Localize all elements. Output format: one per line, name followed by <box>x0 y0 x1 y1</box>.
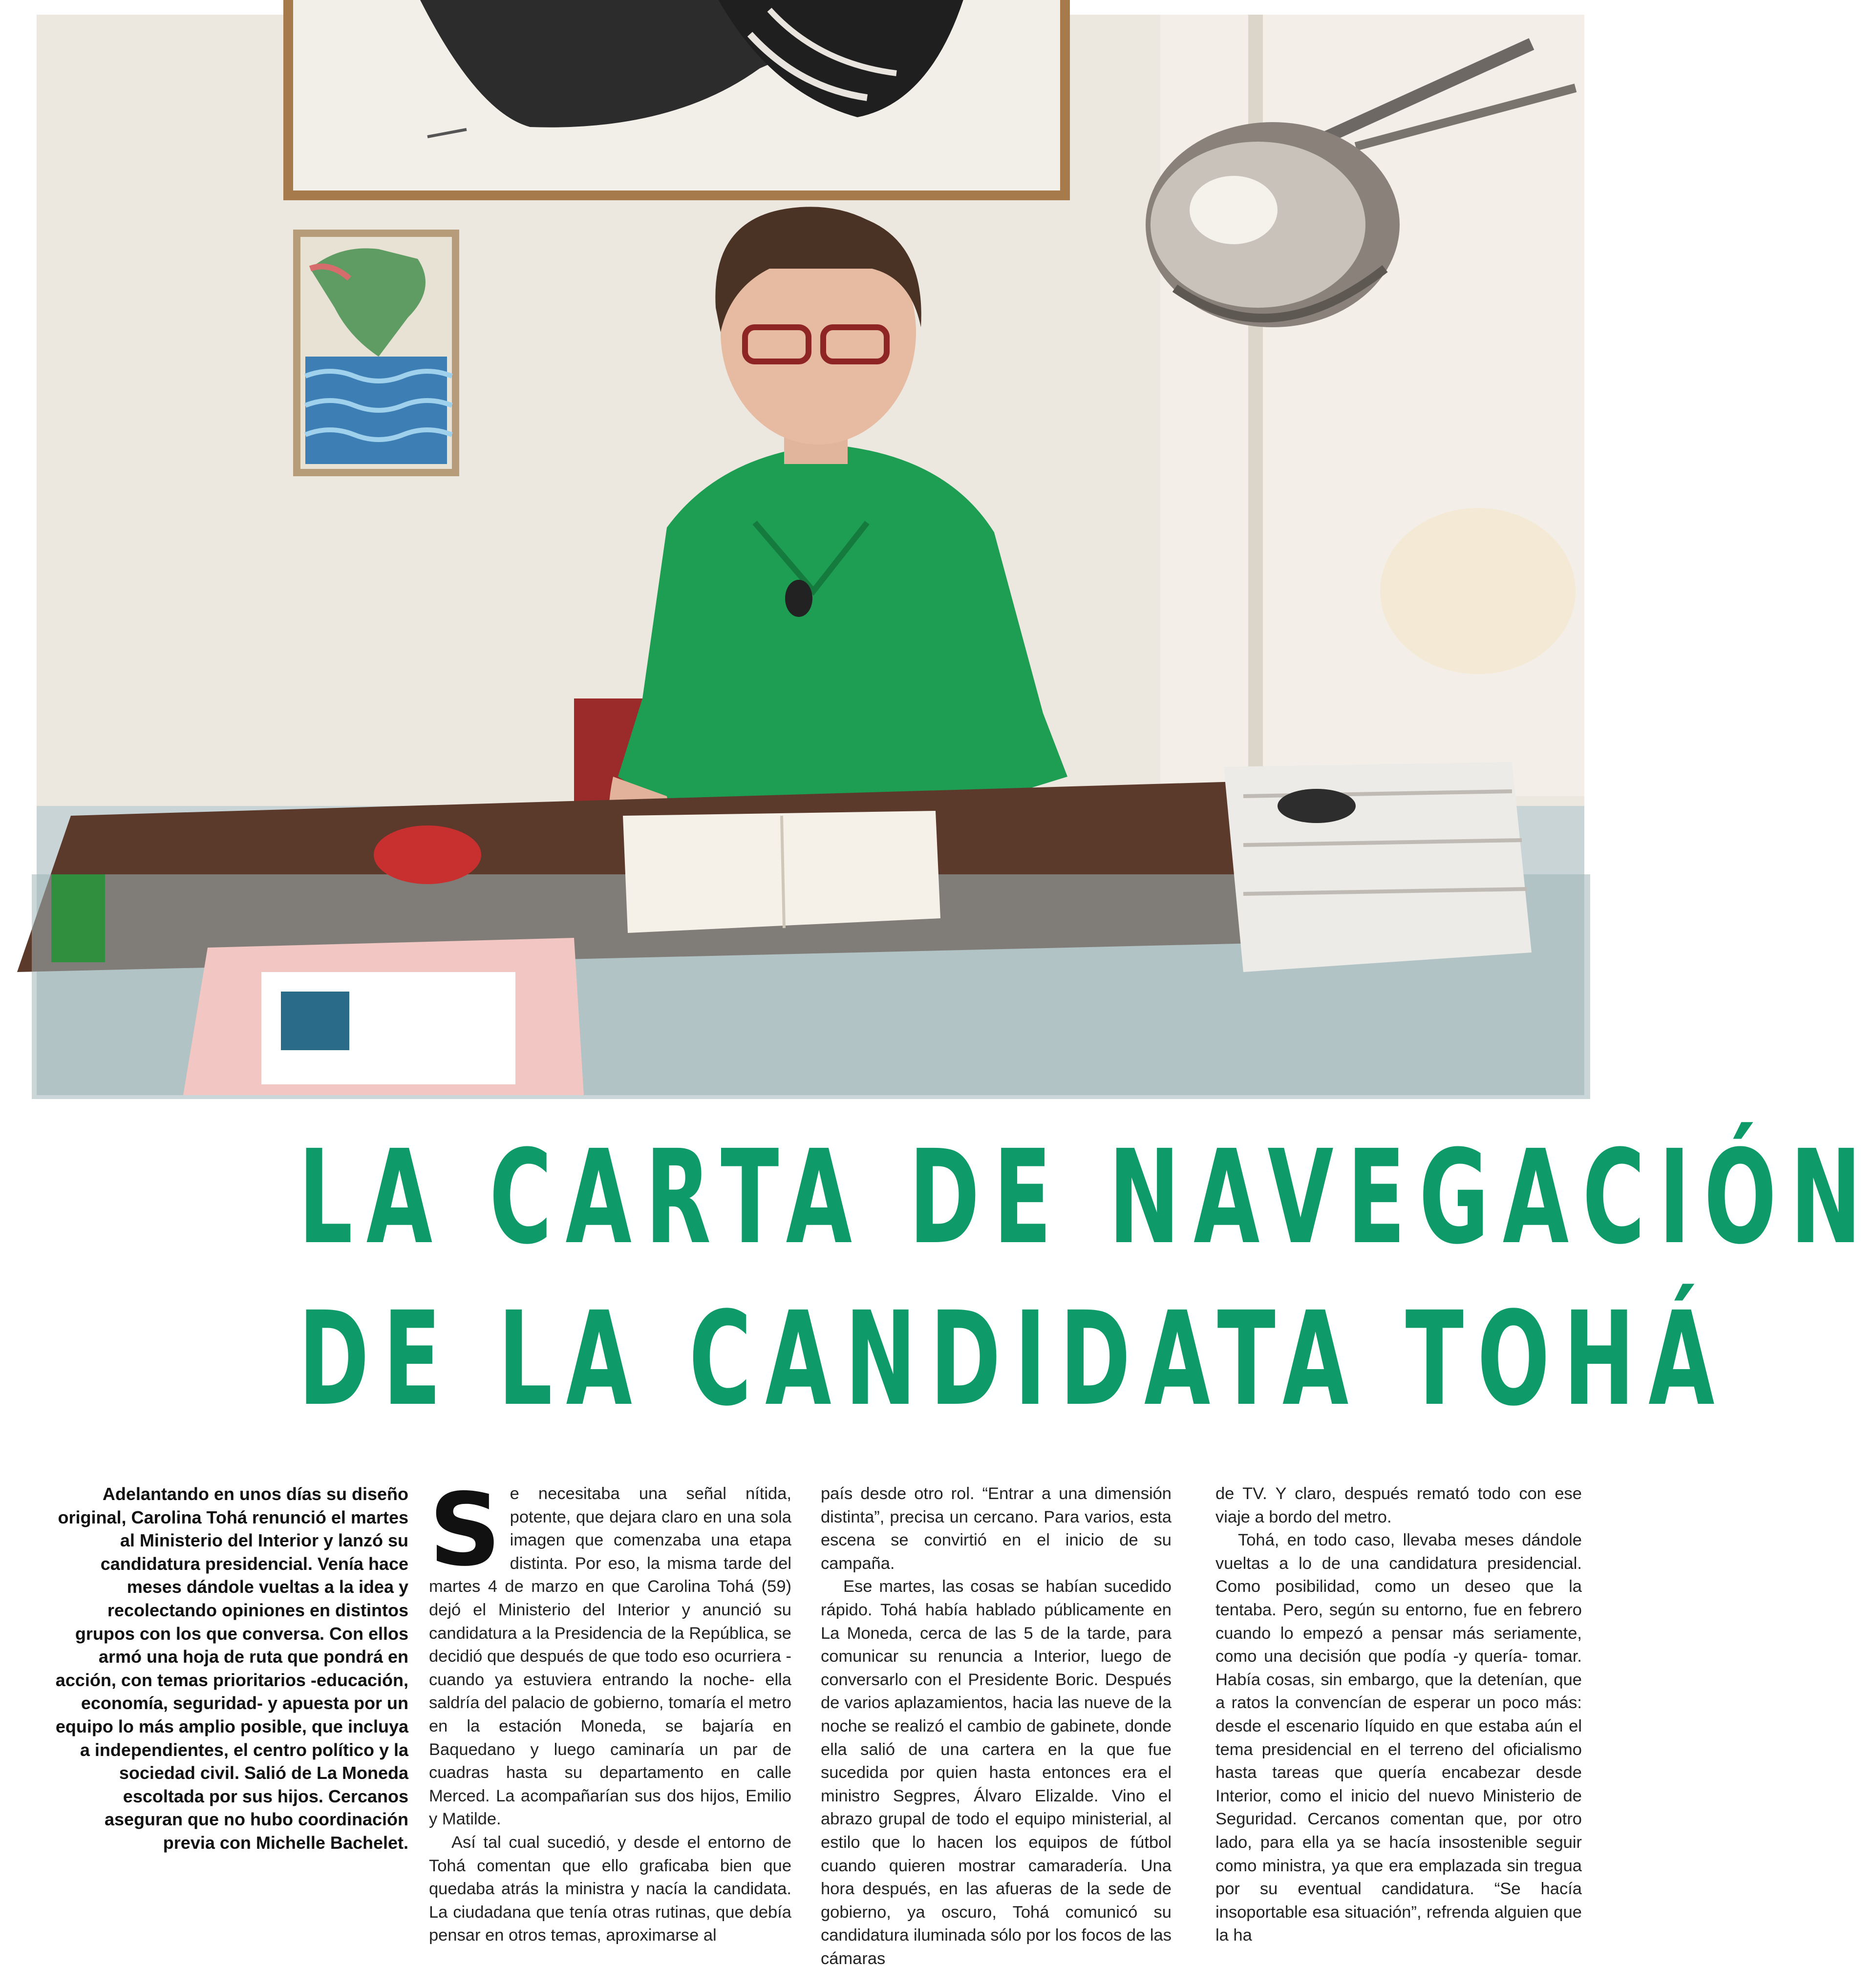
article-column-2 <box>821 1482 1172 1988</box>
headline <box>34 1122 1875 1435</box>
lead-text: Adelantando en unos días su diseño original, Carolina Tohá renunció el martes al Ministerio del Interior y lanzó su candidatura presidencial. Venía hace meses dándole vueltas a la idea y recolectando opiniones en distintos grupos con los que conversa. Con ellos armó una hoja de ruta que pondrá en acción, con temas prioritarios -educación, economía, seguridad- y apuesta por un equipo lo más amplio posible, que incluya a independientes, el centro político y la sociedad civil. Salió de La Moneda escoltada por sus hijos. Cercanos aseguran que no hubo coordinación previa con Michelle Bachelet. <box>55 1484 408 1853</box>
headline-line-2: DE LA CANDIDATA TOHÁ <box>298 1284 1728 1435</box>
lead-paragraph <box>53 1482 408 1988</box>
crocodile-artwork <box>293 230 459 476</box>
article-column-3 <box>1215 1482 1582 1988</box>
photo-illustration <box>37 15 1584 1095</box>
article-body <box>0 1472 1638 1988</box>
article-paragraph: Tohá, en todo caso, llevaba meses dándole vueltas a lo de una candidatura presidencial. Como posibilidad, como un deseo que la tentaba. Pero, según su entorno, fue en febrero cuando lo empezó a pensar más seriamente, como una decisión que podía -y quería- tomar. Había cosas, sin embargo, que la detenían, que a ratos la convencían de esperar un poco más: desde el escenario líquido en que estaba aún el tema presidencial en el terreno del oficialismo hasta tareas que quería encabezar desde Interior, como el inicio del nuevo Ministerio de Seguridad. Cercanos comentan que, por otro lado, para ella ya se hacía insostenible seguir como ministra, ya que era emplazada sin tregua por su eventual candidatura. “Se hacía insoportable esa situación”, refrenda alguien que la ha <box>1215 1531 1582 1945</box>
article-text: e necesitaba una señal nítida, potente, que dejara claro en una sola imagen que comenzaba una etapa distinta. Por eso, la misma tarde del martes 4 de marzo en que Carolina Tohá (59) dejó el Ministerio del Interior y anunció su candidatura a la Presidencia de la República, se decidió que después de que todo eso ocurriera -cuando ya estuviera entrando la noche- ella saldría del palacio de gobierno, tomaría el metro en la estación Moneda, se bajaría en Baquedano y luego caminaría un par de cuadras hasta su departamento en calle Merced. La acompañarían sus dos hijos, Emilio y Matilde. <box>429 1484 791 1829</box>
lead-photo <box>37 15 1584 1095</box>
framed-print <box>283 0 1070 200</box>
headline-line-1: LA CARTA DE NAVEGACIÓN <box>298 1122 1875 1273</box>
article-paragraph: país desde otro rol. “Entrar a una dimensión distinta”, precisa un cercano. Para varios, esta escena se convirtió en el inicio de su campaña. <box>821 1484 1172 1573</box>
article-paragraph: de TV. Y claro, después remató todo con ese viaje a bordo del metro. <box>1215 1484 1582 1526</box>
drop-cap: S <box>429 1472 501 1588</box>
desk <box>17 762 1590 1099</box>
article-paragraph: Así tal cual sucedió, y desde el entorno de Tohá comentan que ello graficaba bien que quedaba atrás la ministra y nacía la candidata. La ciudadana que tenía otras rutinas, que debía pensar en otros temas, aproximarse al <box>429 1833 791 1945</box>
article-paragraph: Ese martes, las cosas se habían sucedido rápido. Tohá había hablado públicamente en La Moneda, cerca de las 5 de la tarde, para comunicar su renuncia a Interior, luego de conversarlo con el Presidente Boric. Después de varios aplazamientos, hacia las nueve de la noche se realizó el cambio de gabinete, donde ella salió de una cartera en la que fue sucedida por quien hasta entonces era el ministro Segpres, Álvaro Elizalde. Vino el abrazo grupal de todo el equipo ministerial, al estilo que lo hacen los equipos de fútbol cuando quieren mostrar camaradería. Una hora después, en las afueras de la sede de gobierno, ya oscuro, Tohá comunicó su candidatura iluminada sólo por los focos de las cámaras <box>821 1577 1172 1968</box>
article-column-1 <box>429 1472 791 1988</box>
article-paragraph <box>429 1472 791 1831</box>
